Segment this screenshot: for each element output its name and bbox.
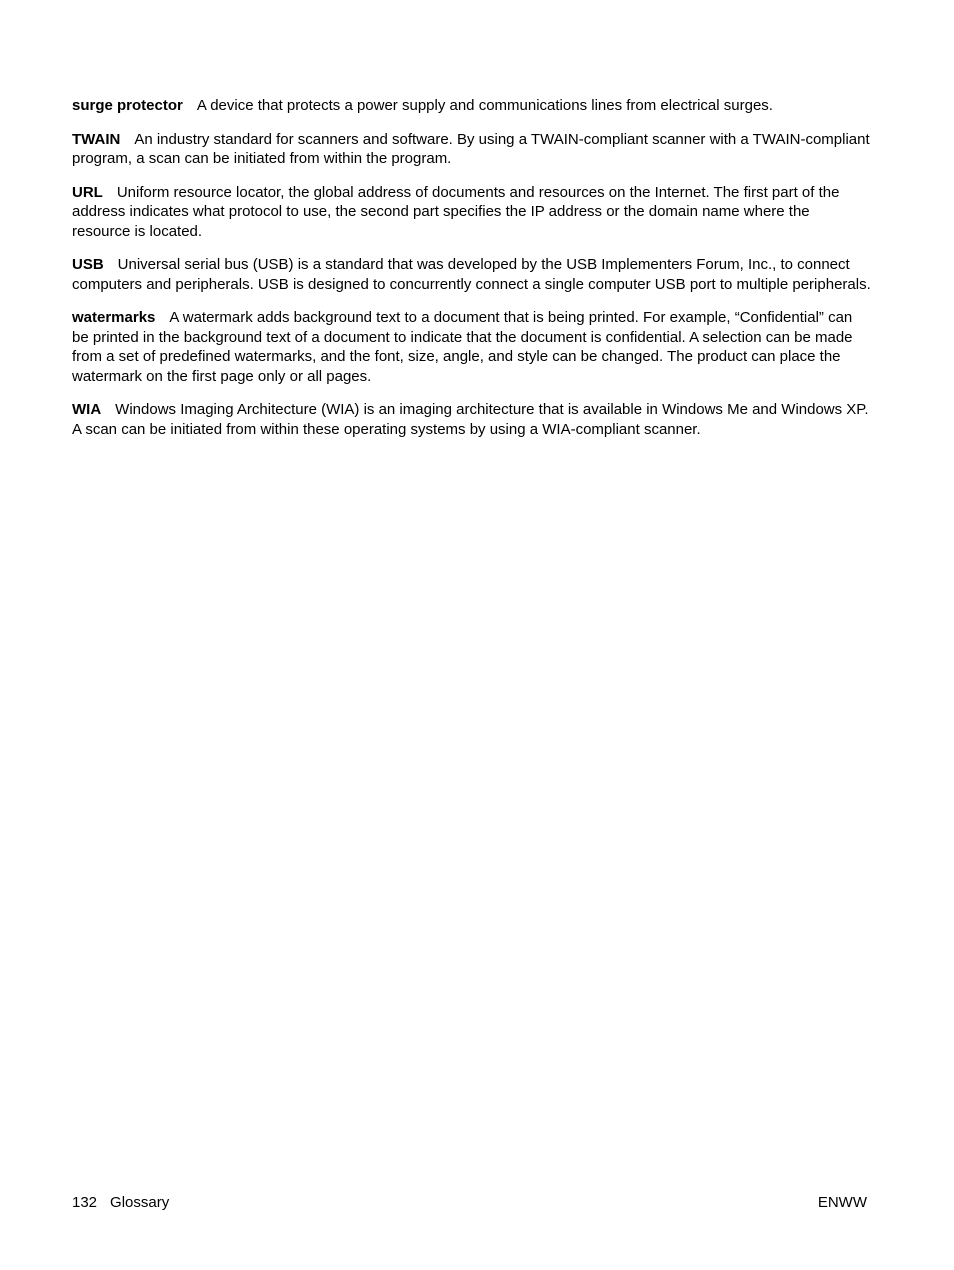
glossary-definition: Universal serial bus (USB) is a standard that was developed by the USB Implementers Forum, Inc., to connect computers and peripherals. USB is designed to concurrently connect a single computer USB port to multiple peripherals. (72, 256, 871, 293)
glossary-term: watermarks (72, 309, 156, 326)
glossary-entry-wia (72, 400, 872, 439)
doc-code: ENWW (817, 1194, 867, 1211)
page-footer (72, 1193, 867, 1213)
section-name: Glossary (110, 1194, 170, 1211)
glossary-entry-surge-protector (72, 96, 872, 116)
glossary-term: USB (72, 256, 104, 273)
glossary-term: TWAIN (72, 130, 121, 148)
glossary-entry-usb (72, 255, 872, 294)
glossary-content (72, 96, 872, 453)
glossary-term: surge protector (72, 97, 183, 114)
glossary-definition: A device that protects a power supply and communications lines from electrical surges. (196, 97, 773, 114)
glossary-definition: An industry standard for scanners and software. By using a TWAIN-compliant scanner with a TWAIN-compliant program, a scan can be initiated from within the program. (72, 130, 870, 167)
glossary-entry-watermarks (72, 308, 872, 386)
glossary-entry-twain (72, 130, 872, 169)
glossary-definition: Uniform resource locator, the global address of documents and resources on the Internet. The first part of the address indicates what protocol to use, the second part specifies the IP address or the domain name where the resource is located. (72, 183, 840, 240)
glossary-definition: A watermark adds background text to a document that is being printed. For example, “Confidential” can be printed in the background text of a document to indicate that the document is confidential. A selection can be made from a set of predefined watermarks, and the font, size, angle, and style can be changed. The product can place the watermark on the first page only or all pages. (72, 309, 853, 385)
glossary-entry-url (72, 183, 872, 242)
glossary-definition: Windows Imaging Architecture (WIA) is an imaging architecture that is available in Windows Me and Windows XP. A scan can be initiated from within these operating systems by using a WIA-compliant scanner. (72, 401, 869, 438)
page-number: 132 (72, 1194, 98, 1211)
glossary-term: URL (72, 183, 103, 201)
footer-left (72, 1193, 169, 1212)
glossary-term: WIA (72, 401, 102, 418)
